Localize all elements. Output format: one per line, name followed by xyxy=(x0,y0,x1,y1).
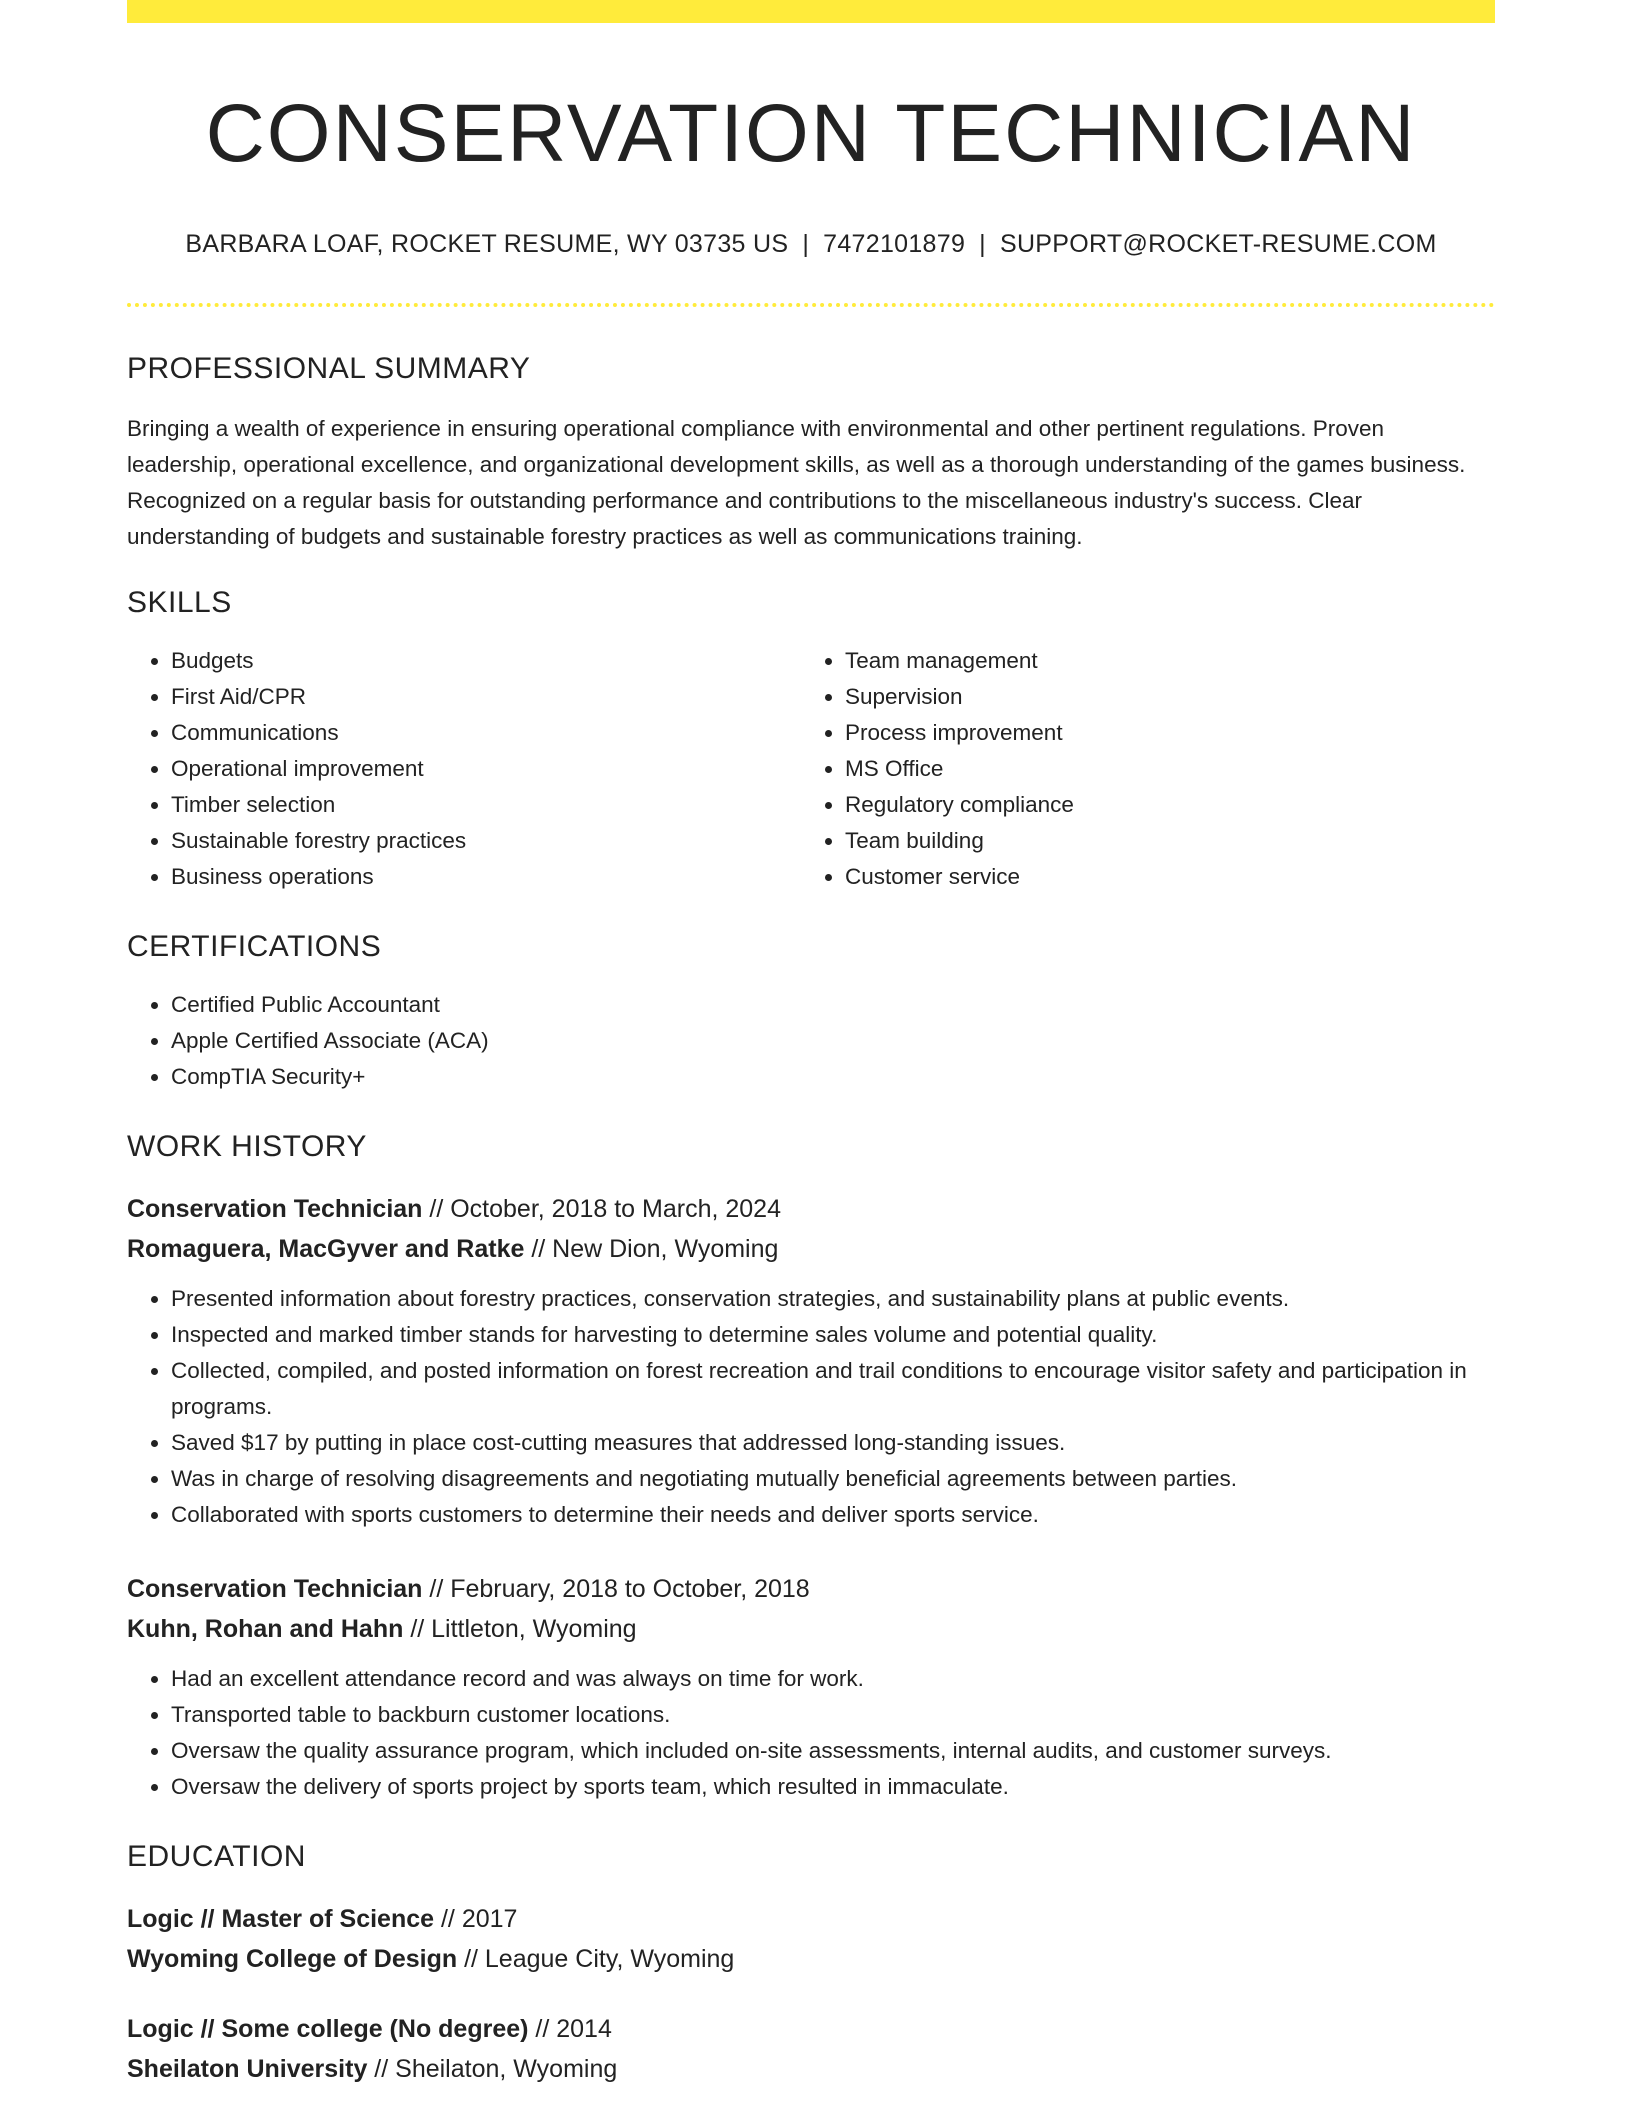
dotted-divider xyxy=(127,303,1495,307)
job-bullets xyxy=(127,1661,1495,1805)
skills-columns xyxy=(127,643,1495,895)
education-school: Wyoming College of Design xyxy=(127,1945,458,1974)
resume-page xyxy=(127,0,1495,2089)
certifications-heading: CERTIFICATIONS xyxy=(127,930,382,964)
education-year: // 2014 xyxy=(528,2015,612,2044)
education-school-line xyxy=(127,2049,1495,2089)
accent-top-bar xyxy=(127,0,1495,23)
skill-item: • Sustainable forestry practices xyxy=(171,823,801,859)
contact-email[interactable]: SUPPORT@ROCKET-RESUME.COM xyxy=(999,230,1437,259)
education-school: Sheilaton University xyxy=(127,2055,368,2084)
job-company: Romaguera, MacGyver and Ratke xyxy=(127,1235,525,1264)
skill-item: • Operational improvement xyxy=(171,751,801,787)
job-bullet: • Was in charge of resolving disagreements and negotiating mutually beneficial agreements between parties. xyxy=(171,1461,1495,1497)
skills-list-left xyxy=(127,643,801,895)
job-bullets xyxy=(127,1281,1495,1533)
skills-section xyxy=(127,585,1495,895)
certification-item: • Certified Public Accountant xyxy=(171,987,1495,1023)
contact-separator: | xyxy=(802,230,810,259)
education-school-line xyxy=(127,1939,1495,1979)
job-dates: // February, 2018 to October, 2018 xyxy=(422,1575,810,1604)
education-section xyxy=(127,1839,1495,2089)
resume-title: CONSERVATION TECHNICIAN xyxy=(205,88,1417,179)
education-entry xyxy=(127,2009,1495,2089)
job-location: // New Dion, Wyoming xyxy=(524,1235,779,1264)
certification-item: • Apple Certified Associate (ACA) xyxy=(171,1023,1495,1059)
job-company: Kuhn, Rohan and Hahn xyxy=(127,1615,404,1644)
education-degree-line xyxy=(127,2009,1495,2049)
job-entry xyxy=(127,1569,1495,1805)
job-bullet: • Presented information about forestry practices, conservation strategies, and sustainability plans at public events. xyxy=(171,1281,1495,1317)
certifications-section xyxy=(127,929,1495,1095)
skill-item: • MS Office xyxy=(845,751,1475,787)
job-company-line xyxy=(127,1609,1495,1649)
skill-item: • Regulatory compliance xyxy=(845,787,1475,823)
skill-item: • First Aid/CPR xyxy=(171,679,801,715)
job-title: Conservation Technician xyxy=(127,1575,423,1604)
education-degree: Logic // Some college (No degree) xyxy=(127,2015,529,2044)
contact-phone[interactable]: 7472101879 xyxy=(823,230,966,259)
skill-item: • Team building xyxy=(845,823,1475,859)
skill-item: • Team management xyxy=(845,643,1475,679)
summary-section xyxy=(127,351,1495,555)
summary-text: Bringing a wealth of experience in ensuring operational compliance with environmental and other pertinent regulations. Proven leadership, operational excellence, and organizational development skills, as well as a thorough understanding of the games business. Recognized on a regular basis for outstanding performance and contributions to the miscellaneous industry's success. Clear understanding of budgets and sustainable forestry practices as well as communications training. xyxy=(127,416,1466,550)
job-location: // Littleton, Wyoming xyxy=(403,1615,637,1644)
job-bullet: • Oversaw the quality assurance program, which included on-site assessments, internal audits, and customer surveys. xyxy=(171,1733,1495,1769)
skill-item: • Business operations xyxy=(171,859,801,895)
education-degree: Logic // Master of Science xyxy=(127,1905,435,1934)
job-bullet: • Had an excellent attendance record and was always on time for work. xyxy=(171,1661,1495,1697)
education-entry xyxy=(127,1899,1495,1979)
education-heading: EDUCATION xyxy=(127,1840,306,1874)
skill-item: • Communications xyxy=(171,715,801,751)
skill-item: • Budgets xyxy=(171,643,801,679)
job-title: Conservation Technician xyxy=(127,1195,423,1224)
education-location: // League City, Wyoming xyxy=(457,1945,735,1974)
work-history-section xyxy=(127,1129,1495,1805)
job-company-line xyxy=(127,1229,1495,1269)
skills-list-right xyxy=(801,643,1475,895)
job-bullet: • Oversaw the delivery of sports project by sports team, which resulted in immaculate. xyxy=(171,1769,1495,1805)
skills-heading: SKILLS xyxy=(127,586,232,620)
job-bullet: • Transported table to backburn customer locations. xyxy=(171,1697,1495,1733)
job-title-line xyxy=(127,1569,1495,1609)
education-location: // Sheilaton, Wyoming xyxy=(367,2055,618,2084)
skill-item: • Customer service xyxy=(845,859,1475,895)
education-degree-line xyxy=(127,1899,1495,1939)
job-bullet: • Collaborated with sports customers to determine their needs and deliver sports service. xyxy=(171,1497,1495,1533)
job-title-line xyxy=(127,1189,1495,1229)
job-dates: // October, 2018 to March, 2024 xyxy=(422,1195,781,1224)
job-entry xyxy=(127,1189,1495,1533)
job-bullet: • Inspected and marked timber stands for harvesting to determine sales volume and potential quality. xyxy=(171,1317,1495,1353)
skill-item: • Supervision xyxy=(845,679,1475,715)
job-bullet: • Saved $17 by putting in place cost-cutting measures that addressed long-standing issues. xyxy=(171,1425,1495,1461)
contact-address: BARBARA LOAF, ROCKET RESUME, WY 03735 US xyxy=(185,230,789,259)
certification-item: • CompTIA Security+ xyxy=(171,1059,1495,1095)
certifications-list xyxy=(127,987,1495,1095)
contact-separator: | xyxy=(979,230,986,259)
education-year: // 2017 xyxy=(434,1905,518,1934)
contact-line xyxy=(127,229,1495,259)
work-history-heading: WORK HISTORY xyxy=(127,1130,367,1164)
skill-item: • Process improvement xyxy=(845,715,1475,751)
summary-heading: PROFESSIONAL SUMMARY xyxy=(127,352,531,386)
skill-item: • Timber selection xyxy=(171,787,801,823)
job-bullet: • Collected, compiled, and posted information on forest recreation and trail conditions to encourage visitor safety and participation in programs. xyxy=(171,1353,1495,1425)
